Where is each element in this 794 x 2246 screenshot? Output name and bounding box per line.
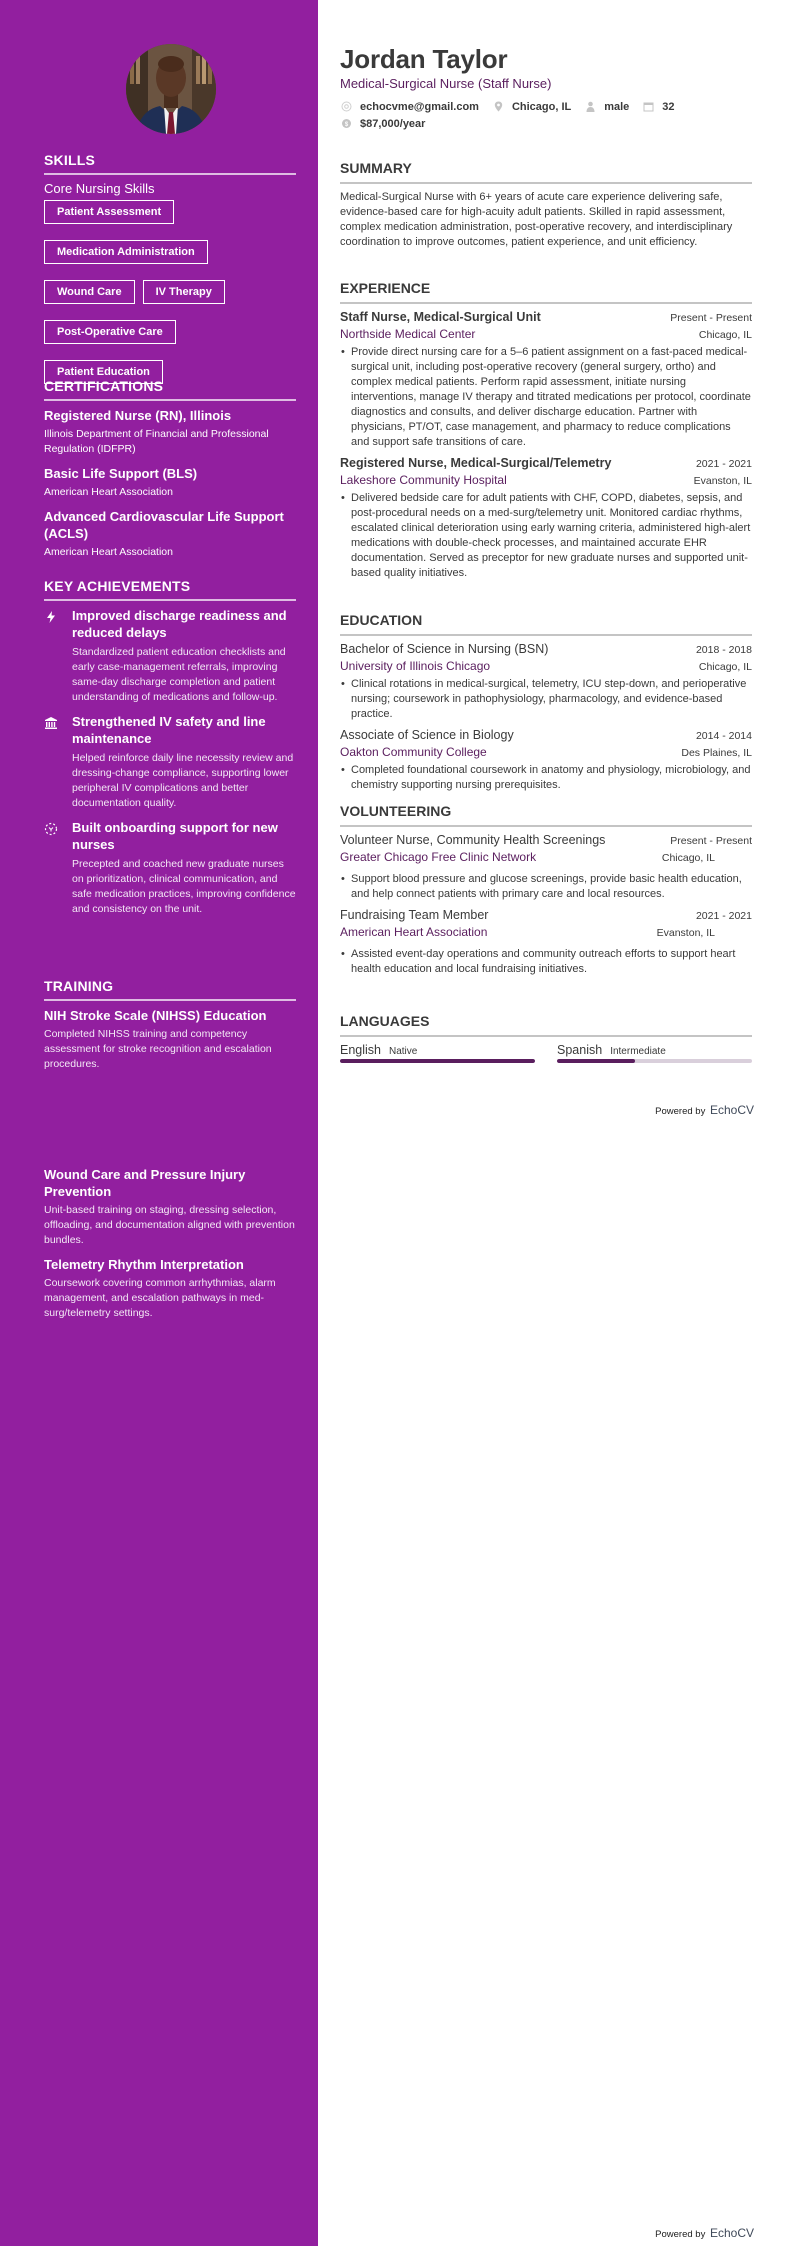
- achievement-item: [44, 819, 296, 917]
- achievement-description: Standardized patient education checklists and early case-management referrals, improving same-day discharge completion and patient understanding of medications and follow-up.: [72, 646, 286, 703]
- achievement-item: [44, 713, 296, 811]
- achievement-title: Strengthened IV safety and line maintenance: [72, 714, 266, 746]
- volunteer-bullets: [340, 947, 752, 977]
- skill-chip: Patient Assessment: [44, 200, 174, 224]
- education-dates: 2018 - 2018: [695, 644, 752, 656]
- person-icon: [585, 101, 596, 112]
- achievements-section: [44, 578, 296, 925]
- gender-text: male: [604, 100, 630, 113]
- experience-entry: [340, 456, 752, 581]
- training-item: [44, 1256, 296, 1321]
- volunteer-role: Volunteer Nurse, Community Health Screenings: [340, 833, 606, 847]
- job-dates: 2021 - 2021: [695, 458, 752, 470]
- job-location: Chicago, IL: [698, 329, 752, 341]
- language-item: [340, 1043, 535, 1063]
- brand-link[interactable]: EchoCV: [709, 1103, 754, 1117]
- volunteer-org: American Heart Association: [340, 925, 488, 939]
- job-title: Staff Nurse, Medical-Surgical Unit: [340, 310, 541, 324]
- training-section: [44, 978, 296, 1080]
- contact-age: [643, 101, 674, 113]
- volunteer-location: Chicago, IL: [661, 852, 715, 864]
- bank-icon: [44, 716, 58, 730]
- skill-chips: [44, 200, 296, 384]
- bullet-item: • Clinical rotations in medical-surgical, telemetry, ICU step-down, and perioperative nursing; coursework in pathophysiology, pharmacology, and evidence-based practice.: [340, 677, 752, 722]
- summary-text: Medical-Surgical Nurse with 6+ years of acute care experience delivering safe, evidence-based care for high-acuity adult patients. Skilled in rapid assessment, complex medication administration, post-operative recovery, and interdisciplinary coordination to improve outcomes, patient experience, and unit efficiency.: [340, 191, 733, 248]
- svg-text:$: $: [344, 122, 349, 128]
- section-title: KEY ACHIEVEMENTS: [44, 578, 296, 601]
- experience-section: [340, 280, 752, 587]
- degree-name: Associate of Science in Biology: [340, 728, 514, 742]
- avatar: [126, 44, 216, 134]
- certification-issuer: American Heart Association: [44, 486, 173, 498]
- education-bullets: [340, 677, 752, 722]
- language-name: Spanish: [557, 1043, 603, 1057]
- email-text: echocvme@gmail.com: [360, 100, 479, 113]
- education-section: [340, 612, 752, 799]
- volunteering-entry: [340, 833, 752, 902]
- job-bullets: [340, 491, 752, 581]
- section-title: LANGUAGES: [340, 1013, 752, 1037]
- contact-location: [493, 101, 571, 113]
- training-name: NIH Stroke Scale (NIHSS) Education: [44, 1008, 267, 1023]
- training-name: Wound Care and Pressure Injury Prevention: [44, 1167, 246, 1199]
- section-title: SKILLS: [44, 152, 296, 175]
- candidate-title: Medical-Surgical Nurse (Staff Nurse): [340, 76, 552, 91]
- skill-chip: IV Therapy: [143, 280, 225, 304]
- languages-section: [340, 1013, 752, 1063]
- volunteering-entry: [340, 908, 752, 977]
- powered-by-footer: [655, 2226, 754, 2240]
- achievement-title: Improved discharge readiness and reduced delays: [72, 608, 287, 640]
- section-title: CERTIFICATIONS: [44, 378, 296, 401]
- education-dates: 2014 - 2014: [695, 730, 752, 742]
- volunteer-dates: Present - Present: [670, 835, 752, 847]
- training-description: Unit-based training on staging, dressing selection, offloading, and documentation aligned with prevention bundles.: [44, 1204, 295, 1246]
- map-pin-icon: [493, 101, 504, 112]
- job-location: Evanston, IL: [693, 475, 752, 487]
- school-name: Oakton Community College: [340, 745, 487, 759]
- powered-by-footer: [655, 1103, 754, 1117]
- school-name: University of Illinois Chicago: [340, 659, 491, 673]
- achievement-item: [44, 607, 296, 705]
- volunteering-section: [340, 803, 752, 983]
- certification-item: [44, 407, 296, 457]
- training-description: Completed NIHSS training and competency assessment for stroke recognition and escalation procedures.: [44, 1028, 272, 1070]
- certification-item: [44, 508, 296, 560]
- calendar-icon: [643, 101, 654, 112]
- lightning-icon: [44, 610, 58, 624]
- language-proficiency-bar: [340, 1059, 535, 1063]
- powered-by-label: Powered by: [655, 2229, 706, 2240]
- bullet-item: • Support blood pressure and glucose screenings, provide basic health education, and help connect patients with primary care and local resources.: [340, 872, 752, 902]
- candidate-name: Jordan Taylor: [340, 44, 508, 74]
- contact-info: [341, 98, 761, 132]
- education-entry: [340, 642, 752, 722]
- summary-section: [340, 160, 752, 250]
- school-location: Des Plaines, IL: [681, 747, 752, 759]
- sidebar: [0, 0, 318, 2246]
- employer-name: Northside Medical Center: [340, 327, 476, 341]
- job-dates: Present - Present: [670, 312, 752, 324]
- experience-entry: [340, 310, 752, 450]
- age-text: 32: [662, 100, 675, 113]
- language-item: [557, 1043, 752, 1063]
- bullet-item: • Provide direct nursing care for a 5–6 patient assignment on a fast-paced medical-surgical unit, including post-operative recovery (general surgery, ortho) and complex medical patients. Perform rapid assessment, initiate nursing interventions, manage IV therapy and titrated medications per protocol, coordinate diagnostics and consults, and deliver discharge education. Partner with physicians, PT/OT, case management, and pharmacy to reduce complications and support safe transitions of care.: [340, 345, 752, 450]
- at-sign-icon: [341, 101, 352, 112]
- achievement-description: Precepted and coached new graduate nurses on prioritization, clinical communication, and safe medication practices, improving confidence and consistency on the unit.: [72, 858, 296, 915]
- section-title: VOLUNTEERING: [340, 803, 752, 827]
- skill-chip: Post-Operative Care: [44, 320, 176, 344]
- money-icon: [341, 118, 352, 129]
- skill-chip: Medication Administration: [44, 240, 208, 264]
- location-text: Chicago, IL: [511, 100, 572, 113]
- dashed-circle-icon: [44, 822, 58, 836]
- volunteer-role: Fundraising Team Member: [340, 908, 489, 922]
- language-proficiency-fill: [557, 1059, 635, 1063]
- school-location: Chicago, IL: [698, 661, 752, 673]
- job-title: Registered Nurse, Medical-Surgical/Telemetry: [340, 456, 612, 470]
- training-name: Telemetry Rhythm Interpretation: [44, 1257, 244, 1272]
- contact-email[interactable]: [341, 101, 479, 113]
- certification-name: Basic Life Support (BLS): [44, 466, 198, 481]
- achievement-description: Helped reinforce daily line necessity review and dressing-change compliance, supporting lower peripheral IV complications and better documentation quality.: [72, 752, 294, 809]
- language-proficiency-bar: [557, 1059, 752, 1063]
- brand-link[interactable]: EchoCV: [709, 2226, 754, 2240]
- bullet-item: • Assisted event-day operations and community outreach efforts to support heart health education and local fundraising initiatives.: [340, 947, 752, 977]
- skills-section: [44, 152, 296, 384]
- volunteer-location: Evanston, IL: [656, 927, 715, 939]
- job-bullets: [340, 345, 752, 450]
- certification-issuer: Illinois Department of Financial and Professional Regulation (IDFPR): [44, 428, 269, 455]
- language-level: Intermediate: [610, 1046, 666, 1057]
- employer-name: Lakeshore Community Hospital: [340, 473, 507, 487]
- skill-chip: Wound Care: [44, 280, 135, 304]
- education-entry: [340, 728, 752, 793]
- volunteer-dates: 2021 - 2021: [695, 910, 752, 922]
- volunteer-bullets: [340, 872, 752, 902]
- section-title: SUMMARY: [340, 160, 752, 184]
- skill-group-name: Core Nursing Skills: [44, 181, 155, 196]
- certification-item: [44, 465, 296, 500]
- contact-gender: [585, 101, 629, 113]
- certification-name: Advanced Cardiovascular Life Support (ACLS): [44, 509, 284, 541]
- achievement-title: Built onboarding support for new nurses: [72, 820, 278, 852]
- bullet-item: • Completed foundational coursework in anatomy and physiology, microbiology, and chemistry supporting nursing prerequisites.: [340, 763, 752, 793]
- certification-name: Registered Nurse (RN), Illinois: [44, 408, 232, 423]
- training-item: [44, 1166, 296, 1248]
- education-bullets: [340, 763, 752, 793]
- section-title: EXPERIENCE: [340, 280, 752, 304]
- contact-salary: [341, 118, 425, 130]
- training-description: Coursework covering common arrhythmias, alarm management, and escalation pathways in med-surg/telemetry settings.: [44, 1277, 276, 1319]
- skill-chip: Patient Education: [44, 360, 163, 384]
- powered-by-label: Powered by: [655, 1106, 706, 1117]
- language-level: Native: [389, 1046, 418, 1057]
- profile-photo: [126, 44, 216, 134]
- salary-text: $87,000/year: [360, 117, 426, 130]
- volunteer-org: Greater Chicago Free Clinic Network: [340, 850, 537, 864]
- training-item: [44, 1007, 296, 1072]
- language-proficiency-fill: [340, 1059, 535, 1063]
- training-section-continued: [44, 1166, 296, 1329]
- certification-issuer: American Heart Association: [44, 546, 173, 558]
- degree-name: Bachelor of Science in Nursing (BSN): [340, 642, 549, 656]
- language-name: English: [340, 1043, 381, 1057]
- certifications-section: [44, 378, 296, 568]
- section-title: EDUCATION: [340, 612, 752, 636]
- bullet-item: • Delivered bedside care for adult patients with CHF, COPD, diabetes, sepsis, and post-procedural needs on a med-surg/telemetry unit. Monitored cardiac rhythms, escalated clinical deterioration using early warning criteria, administered high-alert medications with double-check processes, and maintained accurate EHR documentation. Served as preceptor for new graduate nurses and supported unit-based quality initiatives.: [340, 491, 752, 581]
- section-title: TRAINING: [44, 978, 296, 1001]
